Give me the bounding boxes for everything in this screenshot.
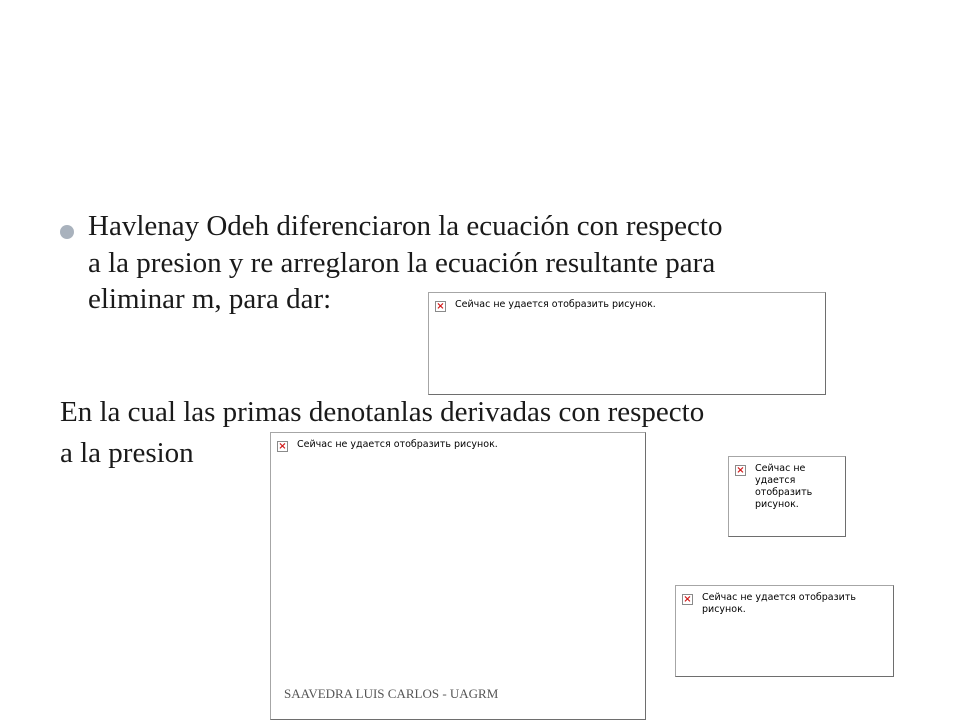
image-placeholder-derivatives xyxy=(270,432,646,720)
slide-footer: SAAVEDRA LUIS CARLOS - UAGRM xyxy=(284,686,499,701)
bullet-dot-icon xyxy=(60,225,74,239)
image-error-message: Сейчас не удается отобразить рисунок. xyxy=(755,463,813,510)
image-error-message: Сейчас не удается отобразить рисунок. xyxy=(297,439,498,450)
broken-image-icon: × xyxy=(736,465,745,476)
image-placeholder-small xyxy=(728,456,846,537)
broken-image-icon: × xyxy=(278,441,287,452)
image-error-message: Сейчас не удается отобразить рисунок. xyxy=(702,592,856,615)
body-paragraph: En la cual las primas denotanlas derivadas con respecto a la presion xyxy=(60,396,705,469)
image-placeholder-equation xyxy=(428,292,826,395)
broken-image-icon: × xyxy=(683,594,692,605)
image-placeholder-medium xyxy=(675,585,894,677)
bullet-text: Havlenay Odeh diferenciaron la ecuación con respecto a la presion y re arreglaron la ecuación resultante para eliminar m, para dar: xyxy=(88,210,723,315)
broken-image-icon: × xyxy=(436,301,445,312)
image-error-message: Сейчас не удается отобразить рисунок. xyxy=(455,299,656,310)
